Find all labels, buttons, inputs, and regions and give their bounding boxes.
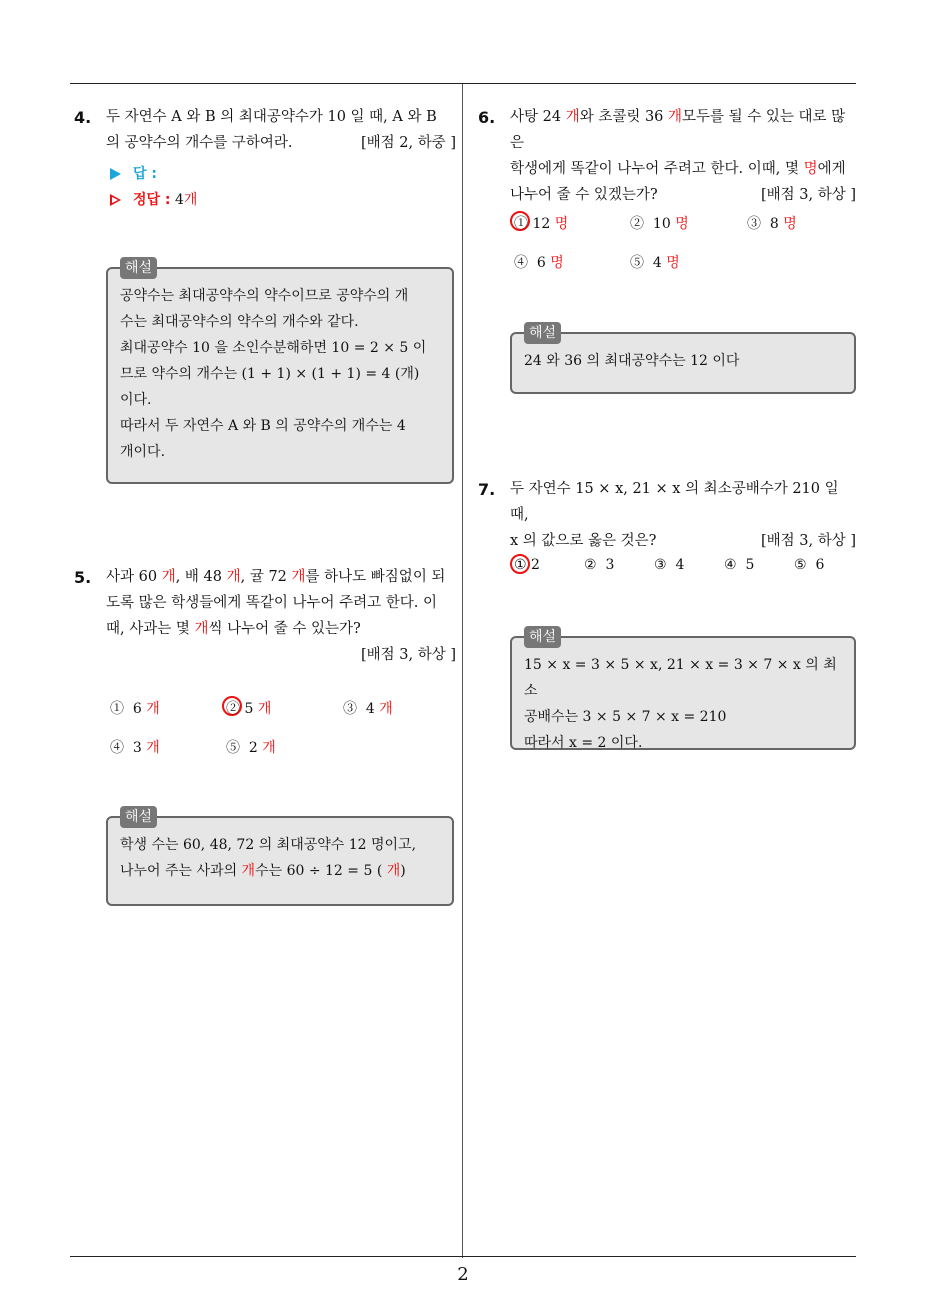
text-part: 수는 60 ÷ 12 = 5 ( bbox=[255, 863, 387, 879]
choice-unit: 명 bbox=[550, 255, 564, 271]
choice-2[interactable] bbox=[584, 557, 614, 573]
choice-value: 8 bbox=[769, 216, 779, 232]
score-meta: [배점 3, 하상 ] bbox=[760, 187, 856, 203]
explanation-line: 수는 최대공약수의 약수의 개수와 같다. bbox=[120, 314, 359, 330]
choice-1[interactable] bbox=[110, 698, 160, 718]
text-part: , 귤 72 bbox=[240, 569, 292, 585]
explanation-line: 공약수는 최대공약수의 약수이므로 공약수의 개 bbox=[120, 288, 409, 304]
choice-2[interactable] bbox=[630, 213, 689, 233]
choice-4[interactable] bbox=[110, 737, 160, 757]
unit-highlight: 개 bbox=[668, 109, 683, 125]
unit-highlight: 개 bbox=[291, 569, 306, 585]
choice-unit: 개 bbox=[146, 740, 160, 756]
choice-value: 2 bbox=[248, 740, 258, 756]
choice-mark: ⑤ bbox=[630, 255, 644, 271]
question-text bbox=[106, 564, 456, 668]
explanation-line: 24 와 36 의 최대공약수는 12 이다 bbox=[524, 353, 740, 369]
unit-highlight: 개 bbox=[194, 621, 209, 637]
choice-mark: ④ bbox=[110, 740, 124, 756]
text-part: 를 하나도 빠짐없이 되 bbox=[305, 569, 446, 585]
question-line: 두 자연수 15 × x, 21 × x 의 최소공배수가 210 일 때, bbox=[510, 481, 839, 523]
choice-unit: 명 bbox=[675, 216, 689, 232]
choice-value: 6 bbox=[132, 701, 142, 717]
question-line bbox=[106, 616, 456, 642]
correct-answer-row bbox=[110, 187, 197, 213]
text-part: 와 초콜릿 36 bbox=[579, 109, 669, 125]
question-text bbox=[510, 476, 856, 554]
choice-value: 12 bbox=[532, 216, 551, 232]
choice-1[interactable] bbox=[514, 213, 568, 233]
text-part: 때, 사과는 몇 bbox=[106, 621, 195, 637]
choice-unit: 명 bbox=[666, 255, 680, 271]
explanation-line: 따라서 x = 2 이다. bbox=[524, 735, 643, 751]
correct-value: 4 bbox=[174, 192, 184, 208]
unit-highlight: 개 bbox=[161, 569, 176, 585]
question-line bbox=[510, 156, 856, 182]
choice-value: 4 bbox=[675, 557, 685, 573]
choice-value: 3 bbox=[605, 557, 615, 573]
question-line: 두 자연수 A 와 B 의 최대공약수가 10 일 때, A 와 B bbox=[106, 109, 437, 125]
text-part: 씩 나누어 줄 수 있는가? bbox=[208, 621, 361, 637]
explanation-label: 해설 bbox=[120, 806, 157, 828]
choice-value: 6 bbox=[536, 255, 546, 271]
page-number: 2 bbox=[457, 1264, 469, 1285]
explanation-line bbox=[120, 858, 440, 884]
score-meta: [배점 3, 하상 ] bbox=[760, 533, 856, 549]
text-part: 나누어 주는 사과의 bbox=[120, 863, 242, 879]
question-line bbox=[106, 642, 456, 668]
question-number: 5. bbox=[74, 568, 92, 587]
text-part: 학생에게 똑같이 나누어 주려고 한다. 이때, 몇 bbox=[510, 161, 804, 177]
choice-5[interactable] bbox=[630, 252, 680, 272]
text-part: 사탕 24 bbox=[510, 109, 566, 125]
choice-2[interactable] bbox=[226, 698, 271, 718]
choice-mark: ③ bbox=[343, 701, 357, 717]
explanation-line: 이다. bbox=[120, 392, 152, 408]
choice-unit: 개 bbox=[146, 701, 160, 717]
question-line bbox=[106, 564, 456, 590]
question-line-text: x 의 값으로 옳은 것은? bbox=[510, 533, 657, 549]
text-part: 사과 60 bbox=[106, 569, 162, 585]
explanation-box bbox=[510, 629, 856, 751]
choice-3[interactable] bbox=[654, 557, 684, 573]
choice-mark: ② bbox=[226, 701, 240, 717]
choice-value: 4 bbox=[652, 255, 662, 271]
unit-highlight: 명 bbox=[803, 161, 818, 177]
explanation-box bbox=[106, 260, 454, 484]
choice-unit: 개 bbox=[257, 701, 272, 717]
question-line bbox=[510, 528, 856, 554]
choice-value: 3 bbox=[132, 740, 142, 756]
explanation-box bbox=[106, 809, 454, 906]
top-rule bbox=[70, 83, 856, 84]
choice-4[interactable] bbox=[514, 252, 564, 272]
question-line-text: 나누어 줄 수 있겠는가? bbox=[510, 187, 658, 203]
unit-highlight: 개 bbox=[386, 863, 401, 879]
unit-highlight: 개 bbox=[226, 569, 241, 585]
correct-label: 정답 : bbox=[133, 192, 171, 208]
choice-mark: ① bbox=[110, 701, 124, 717]
question-line-text: 의 공약수의 개수를 구하여라. bbox=[106, 135, 293, 151]
choice-unit: 개 bbox=[379, 701, 393, 717]
explanation-label: 해설 bbox=[524, 322, 561, 344]
choice-mark: ② bbox=[584, 557, 597, 573]
answer-row bbox=[110, 161, 157, 187]
question-line bbox=[510, 182, 856, 208]
choice-unit: 명 bbox=[554, 216, 569, 232]
explanation-line: 므로 약수의 개수는 (1 + 1) × (1 + 1) = 4 (개) bbox=[120, 366, 420, 382]
score-meta: [배점 2, 하중 ] bbox=[360, 135, 456, 151]
answer-label: 답 : bbox=[133, 166, 157, 182]
text-part: 에게 bbox=[817, 161, 846, 177]
question-number: 6. bbox=[478, 108, 496, 127]
explanation-line: 개이다. bbox=[120, 444, 166, 460]
unit-highlight: 개 bbox=[241, 863, 256, 879]
choice-value: 6 bbox=[815, 557, 825, 573]
choice-unit: 명 bbox=[783, 216, 797, 232]
choice-5[interactable] bbox=[226, 737, 276, 757]
choice-value: 4 bbox=[365, 701, 375, 717]
correct-unit: 개 bbox=[183, 192, 198, 208]
question-text bbox=[106, 104, 456, 156]
choice-value: 5 bbox=[745, 557, 755, 573]
unit-highlight: 개 bbox=[565, 109, 580, 125]
explanation-box bbox=[510, 325, 856, 394]
text-part: ) bbox=[400, 863, 406, 879]
choice-3[interactable] bbox=[747, 213, 797, 233]
question-line bbox=[106, 130, 456, 156]
explanation-label: 해설 bbox=[524, 626, 561, 648]
choice-mark: ③ bbox=[747, 216, 761, 232]
choice-mark: ⑤ bbox=[226, 740, 240, 756]
explanation-line: 공배수는 3 × 5 × 7 × x = 210 bbox=[524, 709, 727, 725]
question-number: 7. bbox=[478, 480, 496, 499]
text-part: , 배 48 bbox=[175, 569, 227, 585]
choice-mark: ⑤ bbox=[794, 557, 807, 573]
choice-5[interactable] bbox=[794, 557, 824, 573]
text-part: 모두를 될 수 있는 대로 많은 bbox=[510, 109, 846, 151]
choice-mark: ④ bbox=[514, 255, 528, 271]
choice-4[interactable] bbox=[724, 557, 754, 573]
choice-value: 2 bbox=[531, 557, 540, 573]
bottom-rule bbox=[70, 1256, 856, 1257]
explanation-label: 해설 bbox=[120, 257, 157, 279]
choice-mark: ① bbox=[514, 216, 528, 232]
column-divider bbox=[462, 84, 463, 1258]
question-text bbox=[510, 104, 856, 208]
choice-3[interactable] bbox=[343, 698, 393, 718]
choice-value: 10 bbox=[652, 216, 671, 232]
choice-value: 5 bbox=[244, 701, 254, 717]
explanation-line: 최대공약수 10 을 소인수분해하면 10 = 2 × 5 이 bbox=[120, 340, 427, 356]
choice-mark: ③ bbox=[654, 557, 667, 573]
question-number: 4. bbox=[74, 108, 92, 127]
score-meta: [배점 3, 하상 ] bbox=[360, 647, 456, 663]
explanation-line: 학생 수는 60, 48, 72 의 최대공약수 12 명이고, bbox=[120, 837, 417, 853]
choice-mark: ④ bbox=[724, 557, 737, 573]
choice-mark: ① bbox=[514, 557, 527, 573]
choice-1[interactable] bbox=[514, 557, 540, 573]
play-icon bbox=[110, 168, 121, 180]
hollow-play-icon bbox=[110, 194, 121, 206]
choice-unit: 개 bbox=[262, 740, 276, 756]
question-line: 도록 많은 학생들에게 똑같이 나누어 주려고 한다. 이 bbox=[106, 595, 438, 611]
question-line bbox=[510, 104, 856, 156]
choice-mark: ② bbox=[630, 216, 644, 232]
explanation-line: 따라서 두 자연수 A 와 B 의 공약수의 개수는 4 bbox=[120, 418, 406, 434]
explanation-line: 15 × x = 3 × 5 × x, 21 × x = 3 × 7 × x 의 최소 bbox=[524, 657, 837, 699]
